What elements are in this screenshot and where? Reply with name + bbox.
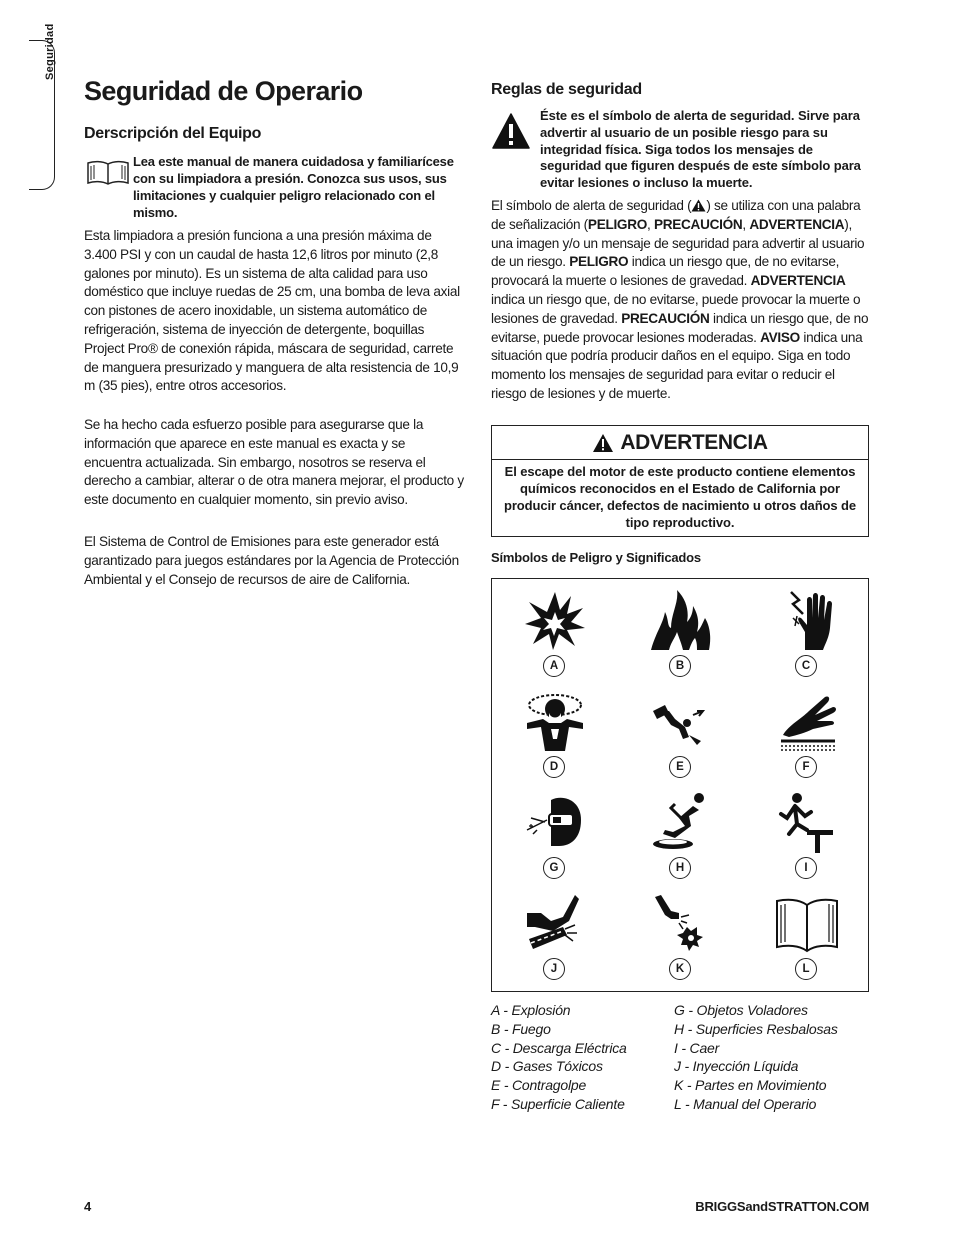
warning-box (491, 425, 869, 537)
read-manual-note: Lea este manual de manera cuidadosa y familiarícese con su limpiadora a presión. Conozca sus usos, sus limitaciones y cualquier peligro relacionado con el mismo. (133, 154, 454, 220)
legend-item: L - Manual del Operario (674, 1095, 817, 1112)
symbol-letter: J (543, 958, 565, 980)
fall-icon (775, 790, 839, 854)
symbol-letter: D (543, 756, 565, 778)
moving-parts-icon (649, 891, 713, 955)
symbol-letter: C (795, 655, 817, 677)
legend-item: F - Superficie Caliente (491, 1095, 625, 1112)
fluid-injection-icon (523, 891, 587, 955)
legend-item: D - Gases Tóxicos (491, 1058, 603, 1075)
symbol-cell-g (492, 784, 618, 885)
symbol-letter: L (795, 958, 817, 980)
page-title: Seguridad de Operario (84, 76, 363, 106)
symbol-letter: B (669, 655, 691, 677)
flying-objects-icon (523, 790, 587, 854)
safety-rules-heading: Reglas de seguridad (491, 81, 642, 98)
page-number: 4 (84, 1199, 92, 1214)
symbol-cell-e (618, 683, 744, 784)
symbol-cell-b (618, 582, 744, 683)
electric-shock-icon (775, 588, 839, 652)
symbol-letter: F (795, 756, 817, 778)
symbol-cell-d (492, 683, 618, 784)
equipment-paragraph: Se ha hecho cada esfuerzo posible para asegurarse que la información que aparece en este manual es exacta y se encuentra actualizada. Sin embargo, nosotros se reserva el derecho a cambiar, alterar o de otra manera mejorar, el producto y este documento en cualquier momento, sin previo aviso. (84, 417, 464, 508)
legend-item: B - Fuego (491, 1020, 551, 1037)
legend-item: G - Objetos Voladores (674, 1002, 808, 1018)
kickback-icon (649, 689, 713, 753)
operator-manual-icon (775, 891, 839, 955)
explosion-icon (523, 588, 587, 652)
website-url: BRIGGSandSTRATTON.COM (695, 1199, 869, 1214)
warning-alert-icon (592, 433, 614, 453)
hazard-symbol-grid (491, 578, 869, 992)
legend-item: I - Caer (674, 1039, 720, 1056)
warning-header (492, 426, 868, 460)
symbol-letter: E (669, 756, 691, 778)
symbol-legend-left (491, 1001, 627, 1114)
warning-title: ADVERTENCIA (620, 430, 768, 454)
symbol-letter: G (543, 857, 565, 879)
safety-alert-icon (492, 113, 530, 149)
warning-text: El escape del motor de este producto contiene elementos químicos reconocidos en el Estado de California por producir cáncer, defectos de nacimiento u otros daños de tipo reproductivo. (504, 464, 856, 530)
legend-item: K - Partes en Movimiento (674, 1077, 827, 1094)
symbol-cell-c (744, 582, 870, 683)
legend-item: H - Superficies Resbalosas (674, 1020, 838, 1037)
legend-item: C - Descarga Eléctrica (491, 1039, 627, 1056)
hazard-symbols-heading: Símbolos de Peligro y Significados (491, 550, 701, 565)
equipment-paragraph: El Sistema de Control de Emisiones para este generador está garantizado para juegos estándares por la Agencia de Protección Ambiental y el Consejo de recursos de aire de California. (84, 534, 459, 587)
equipment-paragraph: Esta limpiadora a presión funciona a una presión máxima de 3.400 PSI y con un caudal de hasta 12,6 litros por minuto (2,8 galones por minuto). Es un sistema de alta calidad para uso doméstico que incluye ruedas de 25 cm, una bomba de leva axial con pistones de acero inoxidable, un sistema automático de refrigeración, sistema de inyección de detergente, boquillas Project Pro® de conexión rápida, máscara de seguridad, carrete de manguera presurizado y manguera de alta resistencia de 10,9 m (35 pies), entre otros accesorios. (84, 228, 460, 394)
legend-item: A - Explosión (491, 1002, 571, 1018)
symbol-cell-h (618, 784, 744, 885)
symbol-letter: K (669, 958, 691, 980)
equipment-heading: Derscripción del Equipo (84, 125, 262, 142)
symbol-cell-a (492, 582, 618, 683)
symbol-letter: A (543, 655, 565, 677)
symbol-letter: I (795, 857, 817, 879)
safety-alert-inline-icon (691, 199, 706, 212)
symbol-cell-j (492, 885, 618, 986)
signal-words-paragraph: El símbolo de alerta de seguridad ( ) se utiliza con una palabra de señalización (PELIGRO, PRECAUCIÓN, ADVERTENCIA), una imagen y/o un mensaje de seguridad para advertir al usuario de un riesgo. PELIGRO indica un riesgo que, de no evitarse, provocará la muerte o lesiones de gravedad. ADVERTENCIA indica un riesgo que, de no evitarse, puede provocar la muerte o lesiones de gravedad. PRECAUCIÓN indica un riesgo que, de no evitarse, puede provocar lesiones moderadas. AVISO indica una situación que podría producir daños en el equipo. Siga en todo momento los mensajes de seguridad para evitar o reducir el riesgo de lesiones y de muerte. (491, 198, 869, 401)
symbol-cell-l (744, 885, 870, 986)
fire-icon (649, 588, 713, 652)
legend-item: E - Contragolpe (491, 1077, 587, 1094)
symbol-legend-right (674, 1001, 838, 1114)
safety-alert-note: Éste es el símbolo de alerta de seguridad. Sirve para advertir al usuario de un posible riesgo para su integridad física. Siga todos los mensajes de seguridad que figuren después de este símbolo para evitar lesiones o incluso la muerte. (540, 108, 861, 191)
symbol-cell-i (744, 784, 870, 885)
manual-book-icon (86, 158, 130, 186)
symbol-cell-k (618, 885, 744, 986)
legend-item: J - Inyección Líquida (674, 1058, 799, 1075)
slippery-surface-icon (649, 790, 713, 854)
hot-surface-icon (775, 689, 839, 753)
symbol-letter: H (669, 857, 691, 879)
section-tab-label: Seguridad (44, 23, 56, 80)
symbol-cell-f (744, 683, 870, 784)
toxic-fumes-icon (523, 689, 587, 753)
